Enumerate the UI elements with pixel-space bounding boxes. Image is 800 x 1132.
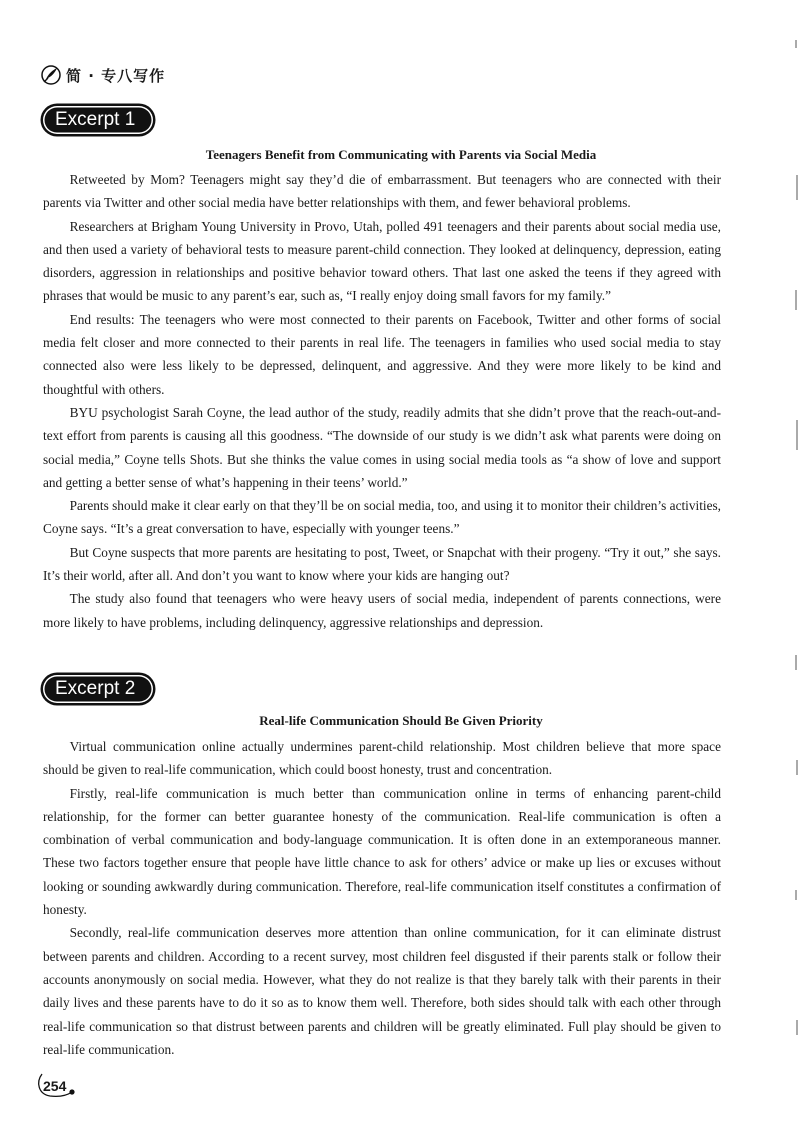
paragraph: Virtual communication online actually undermines parent-child relationship. Most children believe that more space should be given to real-life communication, which could boost honesty, trust and concentration. (43, 739, 721, 778)
page-number-text: 254 (43, 1078, 67, 1094)
paragraph: Researchers at Brigham Young University in Provo, Utah, polled 491 teenagers and their parents about social media use, and then used a variety of behavioral tests to measure parent-child connection. They looked at delinquency, depression, eating disorders, aggression in relationships and positive behavior toward others. That last one asked the teens if they agreed with phrases that would be music to any parent’s ear, such as, “I really enjoy doing small favors for my family.” (43, 218, 721, 304)
paragraph: Retweeted by Mom? Teenagers might say they’d die of embarrassment. But teenagers who are connected with their parents via Twitter and other social media have better relationships with them, and fewer behavioral problems. (43, 172, 721, 211)
page-header (40, 64, 165, 86)
excerpt-1-title: Teenagers Benefit from Communicating with Parents via Social Media (205, 147, 597, 162)
paragraph: But Coyne suspects that more parents are hesitating to post, Tweet, or Snapchat with their progeny. “Try it out,” she says. It’s their world, after all. And don’t you want to know where your kids are hanging out? (43, 544, 721, 584)
paragraph: The study also found that teenagers who were heavy users of social media, independent of parents connections, were more likely to have problems, including delinquency, aggressive relationships and depression. (43, 591, 721, 630)
paragraph: End results: The teenagers who were most connected to their parents on Facebook, Twitter and other forms of social media felt closer and more connected to their parents in real life. The teenagers in families who used social media to stay connected also were less likely to be depressed, delinquent, and aggressive. And they were more likely to be kind and thoughtful with others. (43, 311, 721, 397)
feather-circle-icon (40, 64, 62, 86)
paragraph: Parents should make it clear early on that they’ll be on social media, too, and using it to monitor their children’s activities, Coyne says. “It’s a great conversation to have, especially with younger teens.” (43, 498, 721, 537)
page-number (36, 1070, 76, 1100)
header-title: 简 · 专八写作 (66, 66, 166, 85)
excerpt-1-body (43, 168, 721, 634)
paragraph: BYU psychologist Sarah Coyne, the lead author of the study, readily admits that she didn’t prove that the reach-out-and-text effort from parents is causing all this goodness. “The downside of our study is we didn’t ask what parents were doing on social media,” Coyne tells Shots. But she thinks the value comes in using social media tools as “a show of love and support and getting a better sense of what’s happening in their teens’ world.” (43, 404, 721, 490)
excerpt-2-badge: Excerpt 2 (43, 675, 153, 703)
excerpt-2-body (43, 735, 721, 1061)
paragraph: Firstly, real-life communication is much better than communication online in terms of enhancing parent-child relationship, for the former can better guarantee honesty of the communication. Real-life communication is often a combination of verbal communication and body-language communication. It is often done in an extemporaneous manner. These two factors together ensure that people have little chance to ask for others’ advice or make up lies or excuses without looking or sounding awkwardly during communication. Therefore, real-life communication itself constitutes a confirmation of honesty. (43, 785, 721, 918)
paragraph: Secondly, real-life communication deserves more attention than online communication, for it can eliminate distrust between parents and children. According to a recent survey, most children feel disgusted if their parents stalk or follow their accounts anonymously on social media. However, what they do not realize is that they barely talk with their parents in their daily lives and these parents have to do it so as to know them well. Therefore, both sides should talk with each other through real-life communication so that distrust between parents and children will be greatly eliminated. Full play should be given to real-life communication. (43, 925, 721, 1057)
scan-edge-marks (786, 0, 800, 1132)
excerpt-1-badge: Excerpt 1 (43, 106, 153, 134)
excerpt-2-title: Real-life Communication Should Be Given Priority (259, 713, 543, 728)
